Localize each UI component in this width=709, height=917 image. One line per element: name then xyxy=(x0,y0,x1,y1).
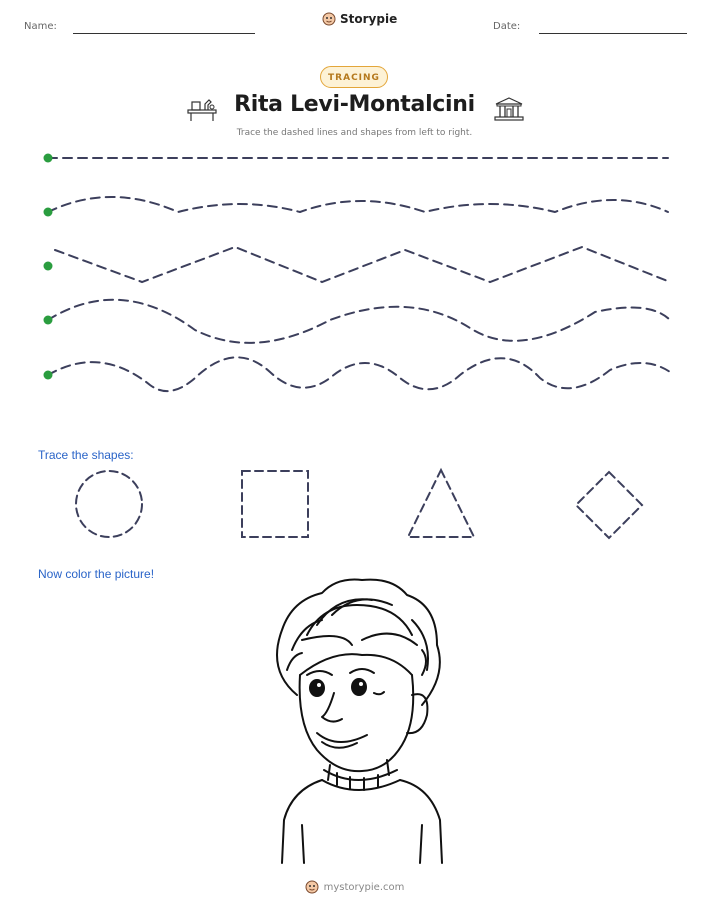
start-dot xyxy=(44,154,53,163)
trace-shapes xyxy=(0,460,709,550)
trace-square[interactable] xyxy=(242,471,308,537)
coloring-picture-portrait[interactable] xyxy=(262,575,452,865)
tracing-badge: TRACING xyxy=(320,66,388,88)
tracing-lines xyxy=(0,0,709,420)
date-label: Date: xyxy=(493,21,521,32)
storypie-mascot-icon xyxy=(305,880,319,894)
trace-diamond[interactable] xyxy=(576,472,642,538)
start-dot xyxy=(44,316,53,325)
footer-url[interactable]: mystorypie.com xyxy=(323,881,405,893)
trace-line-zigzag[interactable] xyxy=(55,247,670,282)
trace-line-wave[interactable] xyxy=(48,197,668,212)
instructions: Trace the dashed lines and shapes from left to right. xyxy=(236,128,473,138)
trace-circle[interactable] xyxy=(76,471,142,537)
brand-name: Storypie xyxy=(340,12,398,26)
start-dot xyxy=(44,208,53,217)
trace-line-wave-3[interactable] xyxy=(48,357,670,391)
start-dot xyxy=(44,262,53,271)
shapes-heading: Trace the shapes: xyxy=(38,448,134,462)
start-dot xyxy=(44,371,53,380)
name-label: Name: xyxy=(24,21,57,32)
footer xyxy=(0,880,709,894)
trace-triangle[interactable] xyxy=(408,470,474,537)
trace-line-wave-2[interactable] xyxy=(48,300,670,343)
page-title: Rita Levi-Montalcini xyxy=(234,92,475,117)
color-heading: Now color the picture! xyxy=(38,567,155,581)
